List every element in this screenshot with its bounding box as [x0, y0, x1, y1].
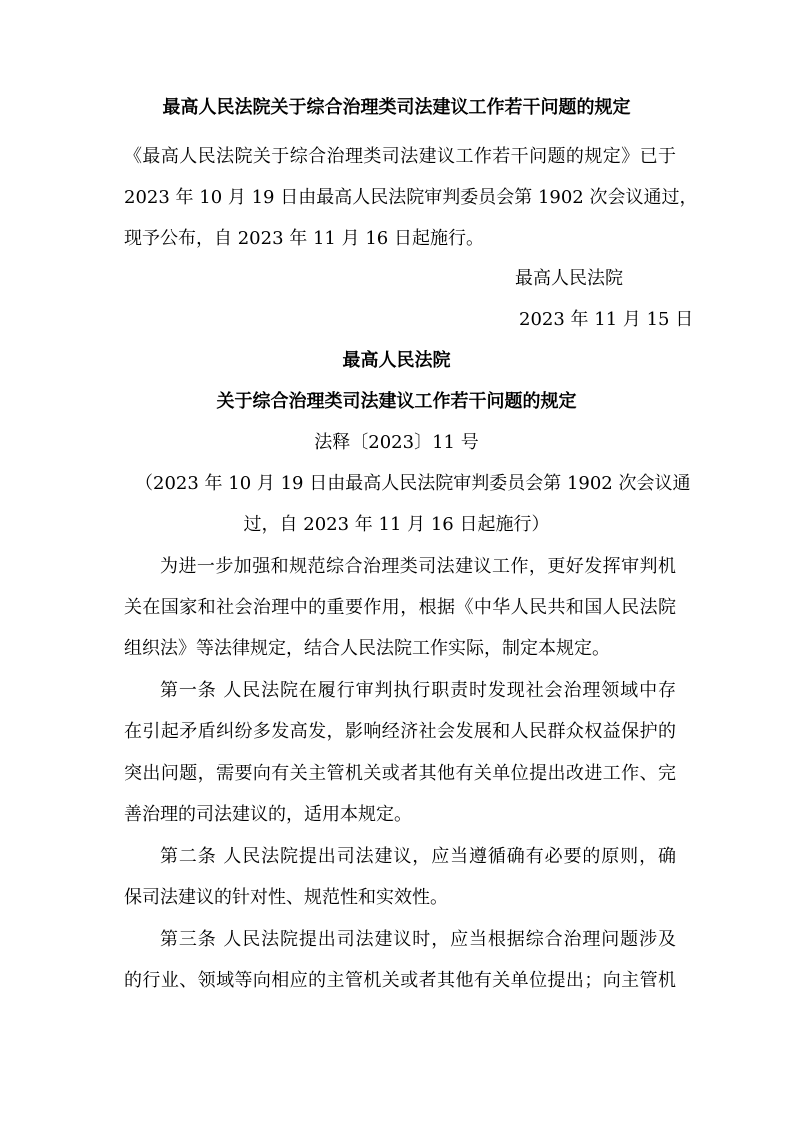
notice-body-line-1: 《最高人民法院关于综合治理类司法建议工作若干问题的规定》已于: [124, 146, 676, 167]
article-1-line-4: 善治理的司法建议的，适用本规定。: [124, 804, 412, 825]
article-2-line-2: 保司法建议的针对性、规范性和实效性。: [124, 887, 448, 908]
preamble-line-2: 关在国家和社会治理中的重要作用，根据《中华人民共和国人民法院: [124, 597, 676, 618]
article-1-line-2: 在引起矛盾纠纷多发高发，影响经济社会发展和人民群众权益保护的: [124, 721, 676, 742]
regulation-title-line-2: 关于综合治理类司法建议工作若干问题的规定: [216, 391, 577, 412]
adoption-line-1: （2023 年 10 月 19 日由最高人民法院审判委员会第 1902 次会议通: [135, 473, 691, 494]
article-3-line-2: 的行业、领域等向相应的主管机关或者其他有关单位提出；向主管机: [124, 970, 676, 991]
adoption-line-2: 过，自 2023 年 11 月 16 日起施行）: [243, 514, 550, 535]
regulation-title-line-1: 最高人民法院: [342, 350, 451, 371]
notice-date: 2023 年 11 月 15 日: [519, 309, 694, 330]
preamble-line-1: 为进一步加强和规范综合治理类司法建议工作，更好发挥审判机: [160, 556, 676, 577]
article-3-line-1: 第三条 人民法院提出司法建议时，应当根据综合治理问题涉及: [160, 929, 676, 950]
article-1-line-1: 第一条 人民法院在履行审判执行职责时发现社会治理领域中存: [160, 680, 676, 701]
regulation-doc-number: 法释〔2023〕11 号: [314, 432, 479, 453]
notice-body-line-3: 现予公布，自 2023 年 11 月 16 日起施行。: [124, 228, 484, 249]
article-2-line-1: 第二条 人民法院提出司法建议，应当遵循确有必要的原则，确: [160, 846, 676, 867]
notice-body-line-2: 2023 年 10 月 19 日由最高人民法院审判委员会第 1902 次会议通过，: [124, 187, 698, 208]
notice-issuer: 最高人民法院: [515, 268, 623, 289]
notice-title: 最高人民法院关于综合治理类司法建议工作若干问题的规定: [162, 97, 631, 118]
article-1-line-3: 突出问题，需要向有关主管机关或者其他有关单位提出改进工作、完: [124, 763, 676, 784]
preamble-line-3: 组织法》等法律规定，结合人民法院工作实际，制定本规定。: [124, 638, 610, 659]
